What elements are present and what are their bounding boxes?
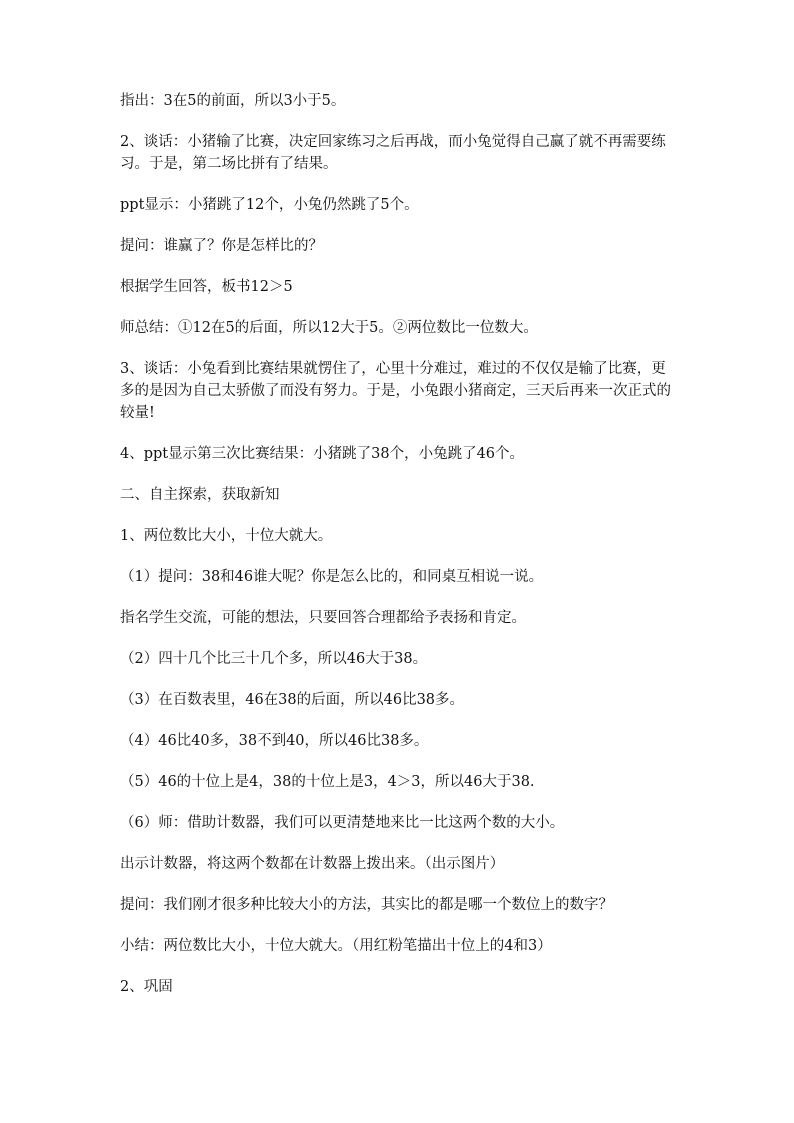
paragraph-talk-2: 2、谈话：小猪输了比赛，决定回家练习之后再战，而小兔觉得自己赢了就不再需要练习。于是，第二场比拼有了结果。 xyxy=(120,134,666,172)
paragraph-point-out: 指出：3在5的前面，所以3小于5。 xyxy=(120,93,346,109)
paragraph-board-writing: 根据学生回答，板书12＞5 xyxy=(120,279,293,295)
subheading-two-digit-compare: 1、两位数比大小，十位大就大。 xyxy=(120,528,333,544)
paragraph-item-5: （5）46的十位上是4，38的十位上是3，4＞3，所以46大于38. xyxy=(120,774,535,790)
section-heading-explore: 二、自主探索，获取新知 xyxy=(120,487,280,503)
paragraph-conclusion: 小结：两位数比大小，十位大就大。（用红粉笔描出十位上的4和3） xyxy=(120,938,552,954)
paragraph-item-4: （4）46比40多，38不到40，所以46比38多。 xyxy=(120,733,429,749)
paragraph-talk-3: 3、谈话：小兔看到比赛结果就愣住了，心里十分难过，难过的不仅仅是输了比赛，更多的是因为自己太骄傲了而没有努力。于是，小兔跟小猪商定，三天后再来一次正式的较量! xyxy=(120,361,671,421)
paragraph-item-2: （2）四十几个比三十几个多，所以46大于38。 xyxy=(120,651,428,667)
paragraph-question-who-won: 提问：谁赢了？你是怎样比的？ xyxy=(120,238,323,254)
paragraph-teacher-summary: 师总结：①12在5的后面，所以12大于5。②两位数比一位数大。 xyxy=(120,320,538,336)
paragraph-item-3: （3）在百数表里，46在38的后面，所以46比38多。 xyxy=(120,692,465,708)
paragraph-question-digit: 提问：我们刚才很多种比较大小的方法，其实比的都是哪一个数位上的数字？ xyxy=(120,897,613,913)
paragraph-item-1: （1）提问：38和46谁大呢？你是怎么比的，和同桌互相说一说。 xyxy=(120,569,544,585)
paragraph-ppt-show: ppt显示：小猪跳了12个，小兔仍然跳了5个。 xyxy=(120,197,419,213)
subheading-consolidate: 2、巩固 xyxy=(120,979,173,995)
document-body xyxy=(120,90,680,1017)
paragraph-student-exchange: 指名学生交流，可能的想法，只要回答合理都给予表扬和肯定。 xyxy=(120,610,526,626)
paragraph-item-6: （6）师：借助计数器，我们可以更清楚地来比一比这两个数的大小。 xyxy=(120,815,565,831)
paragraph-third-result: 4、ppt显示第三次比赛结果：小猪跳了38个，小兔跳了46个。 xyxy=(120,446,525,462)
paragraph-show-counter: 出示计数器，将这两个数都在计数器上拨出来。（出示图片） xyxy=(120,856,505,872)
